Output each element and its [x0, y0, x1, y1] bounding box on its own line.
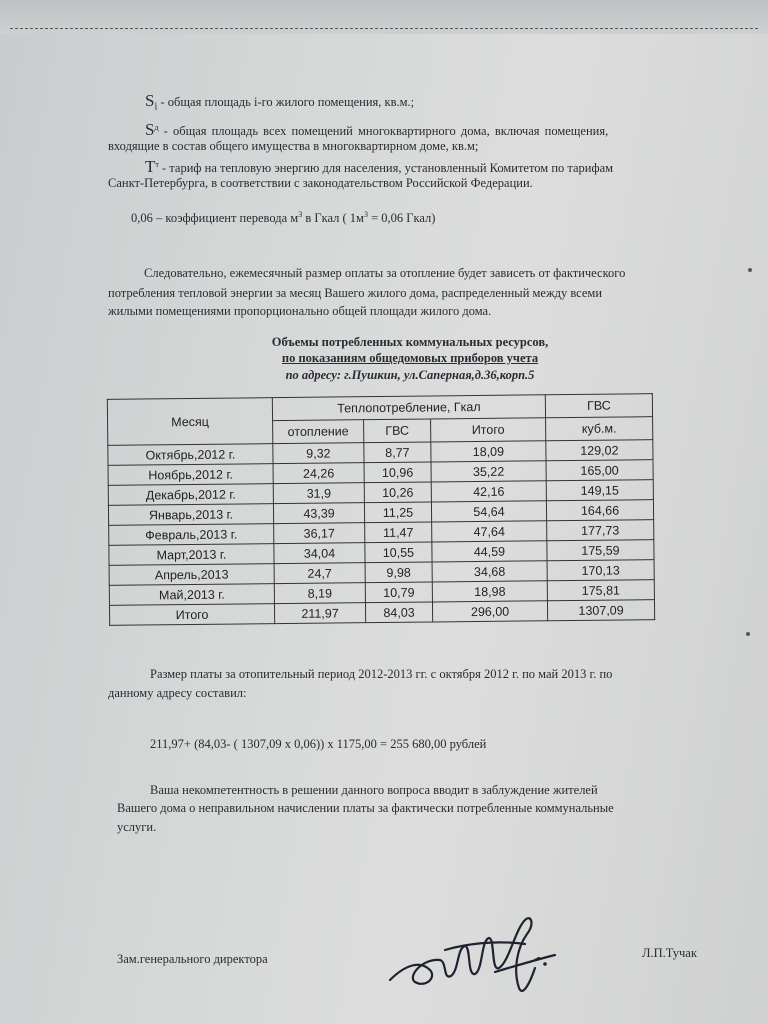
subheader-unit: куб.м.: [546, 417, 653, 441]
cell-heating: 9,32: [273, 443, 364, 464]
cell-month: Март,2013 г.: [109, 544, 274, 566]
cell-total: 18,98: [432, 581, 547, 602]
calculation-formula: 211,97+ (84,03- ( 1307,09 х 0,06)) х 1175,00 = 255 680,00 рублей: [150, 737, 487, 751]
definition-t-t: $T^т$ - тариф на тепловую энергию для населения, установленный Комитетом по тарифам: [145, 157, 614, 177]
cell-month: Апрель,2013: [109, 564, 274, 586]
paragraph-line: потребления тепловой энергии за месяц Вашего жилого дома, распределенный между всеми: [108, 286, 603, 300]
cell-heating: 24,7: [274, 563, 365, 584]
cell-total: 47,64: [432, 521, 547, 542]
cell-gvs-m3: 175,59: [547, 540, 654, 561]
punch-dot: [748, 268, 752, 272]
cell-heating: 211,97: [274, 603, 365, 624]
handwritten-signature: [385, 910, 560, 1000]
cell-gvs: 10,79: [365, 582, 432, 603]
cell-gvs-m3: 164,66: [546, 500, 653, 521]
cell-heating: 36,17: [274, 523, 365, 544]
cell-total: 42,16: [431, 481, 546, 502]
table-title: Объемы потребленных коммунальных ресурсов,: [271, 335, 549, 349]
subheader-heating: отопление: [273, 420, 364, 444]
cell-heating: 31,9: [273, 483, 364, 504]
cell-month: Октябрь,2012 г.: [108, 444, 273, 466]
cell-gvs: 10,96: [364, 462, 431, 483]
cell-gvs: 10,26: [364, 482, 431, 503]
cell-heating: 8,19: [274, 583, 365, 604]
paragraph-line: жилыми помещениями пропорционально общей площади жилого дома.: [108, 304, 492, 318]
cell-month: Ноябрь,2012 г.: [108, 464, 273, 486]
cell-gvs-m3: 177,73: [547, 520, 654, 541]
cell-total: 44,59: [432, 541, 547, 562]
paragraph-line: данному адресу составил:: [108, 686, 247, 700]
signatory-position: Зам.генерального директора: [117, 952, 268, 966]
paragraph-line: Ваша некомпетентность в решении данного вопроса вводит в заблуждение жителей: [150, 783, 598, 797]
cell-total: 296,00: [432, 601, 547, 622]
cell-heating: 43,39: [273, 503, 364, 524]
header-month: Месяц: [107, 398, 272, 446]
table-subtitle: по показаниям общедомовых приборов учета: [281, 351, 539, 365]
cell-total: 35,22: [431, 461, 546, 482]
subheader-gvs: ГВС: [364, 419, 431, 443]
cell-month: Январь,2013 г.: [108, 504, 273, 526]
cell-gvs-m3: 175,81: [547, 580, 654, 601]
table-address: по адресу: г.Пушкин, ул.Саперная,д.36,корп.5: [285, 368, 535, 382]
cell-heating: 24,26: [273, 463, 364, 484]
subheader-total: Итого: [431, 418, 546, 442]
cell-gvs-m3: 165,00: [546, 460, 653, 481]
header-heat: Теплопотребление, Гкал: [272, 395, 545, 421]
paragraph-line: Следовательно, ежемесячный размер оплаты за отопление будет зависеть от фактического: [144, 266, 626, 280]
cell-month: Февраль,2013 г.: [109, 524, 274, 546]
cell-gvs-m3: 129,02: [546, 440, 653, 461]
consumption-table: [107, 393, 655, 626]
cell-gvs-m3: 170,13: [547, 560, 654, 581]
cell-gvs: 11,25: [364, 502, 431, 523]
cell-total: 34,68: [432, 561, 547, 582]
paragraph-line: Размер платы за отопительный период 2012-2013 гг. с октября 2012 г. по май 2013 г. по: [150, 667, 613, 681]
cell-gvs: 11,47: [365, 522, 432, 543]
paragraph-line: Вашего дома о неправильном начислении платы за фактически потребленные коммунальные: [117, 801, 614, 815]
punch-dot: [746, 632, 750, 636]
definition-s-d: $S^д$ - общая площадь всех помещений многоквартирного дома, включая помещения,: [145, 120, 609, 140]
cell-gvs: 84,03: [365, 602, 432, 623]
cell-gvs: 8,77: [364, 442, 431, 463]
cell-total: 18,09: [431, 441, 546, 462]
signatory-name: Л.П.Тучак: [642, 946, 697, 960]
cell-gvs-m3: 149,15: [546, 480, 653, 501]
definition-t-t-cont: Санкт-Петербурга, в соответствии с законодательством Российской Федерации.: [108, 176, 533, 190]
paragraph-line: услуги.: [117, 820, 157, 834]
cell-heating: 34,04: [274, 543, 365, 564]
cell-month: Итого: [109, 604, 274, 626]
cell-gvs: 9,98: [365, 562, 432, 583]
cell-gvs-m3: 1307,09: [547, 600, 654, 621]
cell-total: 54,64: [431, 501, 546, 522]
cell-month: Май,2013 г.: [109, 584, 274, 606]
definition-coefficient: 0,06 – коэффициент перевода $м^3$ в Гкал ( $1м^3 = 0,06$ Гкал): [131, 210, 436, 226]
fold-divider: [10, 28, 758, 29]
definition-s-d-cont: входящие в состав общего имущества в многоквартирном доме, кв.м;: [108, 139, 479, 153]
cell-month: Декабрь,2012 г.: [108, 484, 273, 506]
header-gvs: ГВС: [545, 394, 652, 418]
definition-s-i: $S_i$ - общая площадь i-го жилого помещения, кв.м.;: [145, 91, 415, 113]
table-total-row: [109, 600, 654, 626]
cell-gvs: 10,55: [365, 542, 432, 563]
